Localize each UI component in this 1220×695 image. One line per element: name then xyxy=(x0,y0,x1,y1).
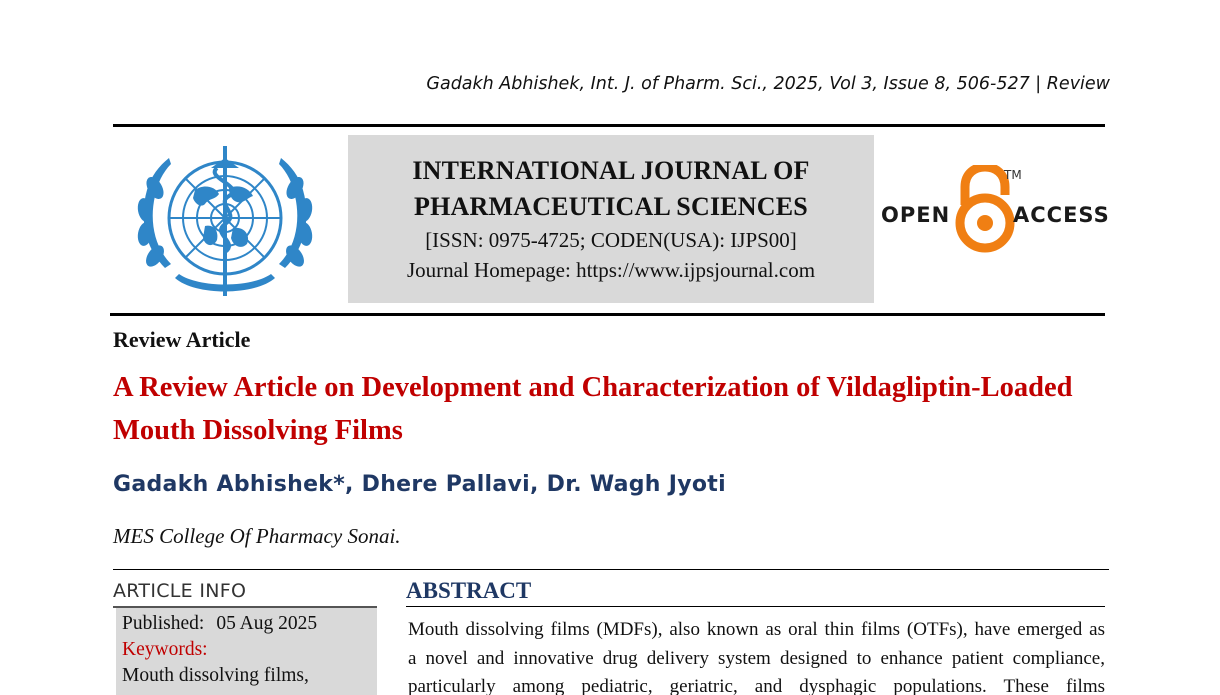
abstract-line: particularly among pediatric, geriatric, and dysphagic populations. These films xyxy=(408,676,1105,695)
article-type: Review Article xyxy=(113,327,251,352)
journal-homepage-link[interactable]: Journal Homepage: https://www.ijpsjournal.com xyxy=(406,258,816,282)
abstract-line: a novel and innovative drug delivery system designed to enhance patient compliance, xyxy=(408,647,1105,669)
issn-line: [ISSN: 0975-4725; CODEN(USA): IJPS00] xyxy=(425,228,797,252)
published-label: Published: xyxy=(122,613,205,634)
journal-name-line2: PHARMACEUTICAL SCIENCES xyxy=(414,192,808,221)
open-access-logo xyxy=(880,165,1110,255)
masthead-top-rule xyxy=(113,124,1105,127)
keywords-label: Keywords: xyxy=(122,639,208,660)
article-info-heading: ARTICLE INFO xyxy=(113,580,247,602)
abstract-heading: ABSTRACT xyxy=(406,578,532,603)
keywords-list: Mouth dissolving films, xyxy=(122,665,309,686)
open-access-right-text: ACCESS xyxy=(1013,203,1110,227)
abstract-text xyxy=(408,616,1105,695)
section-divider xyxy=(113,569,1109,570)
article-info-box xyxy=(116,608,377,695)
article-title: A Review Article on Development and Characterization of Vildagliptin-Loaded Mouth Dissolving Films xyxy=(113,372,1073,446)
author-list: Gadakh Abhishek*, Dhere Pallavi, Dr. Wagh Jyoti xyxy=(113,472,726,497)
trademark-mark: TM xyxy=(1004,168,1022,182)
running-head: Gadakh Abhishek, Int. J. of Pharm. Sci., 2025, Vol 3, Issue 8, 506-527 | Review xyxy=(426,74,1110,94)
open-access-left-text: OPEN xyxy=(881,203,951,227)
author-affiliation: MES College Of Pharmacy Sonai. xyxy=(113,524,401,548)
journal-emblem-logo xyxy=(125,138,325,306)
journal-name-line1: INTERNATIONAL JOURNAL OF xyxy=(412,156,810,185)
masthead-bottom-rule xyxy=(110,313,1105,316)
abstract-rule xyxy=(406,606,1105,607)
published-date: 05 Aug 2025 xyxy=(216,613,318,634)
abstract-line: Mouth dissolving films (MDFs), also known as oral thin films (OTFs), have emerged as xyxy=(408,619,1105,640)
journal-masthead xyxy=(348,135,874,303)
published-row xyxy=(122,611,377,637)
journal-name xyxy=(348,153,874,225)
